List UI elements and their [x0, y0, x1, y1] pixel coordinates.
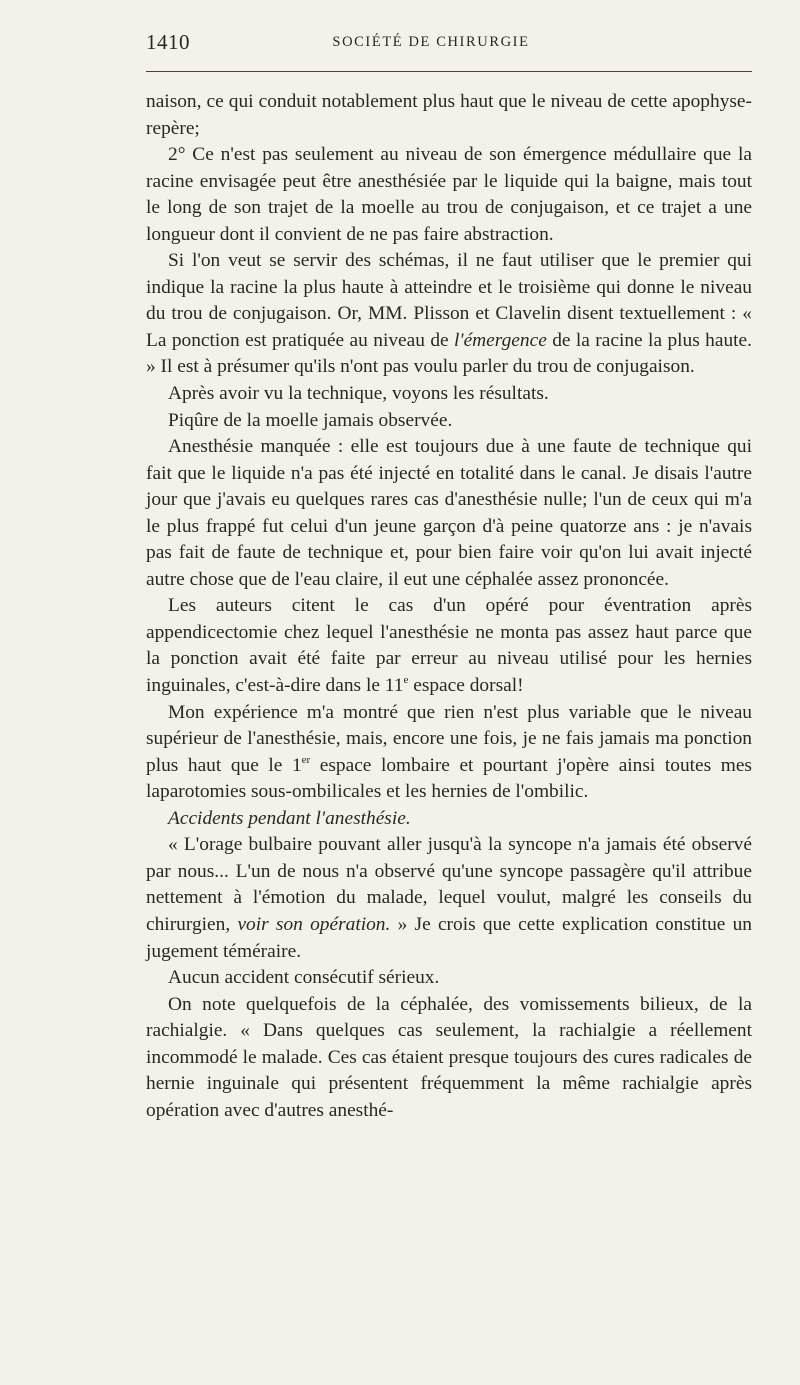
paragraph-7 — [146, 593, 752, 699]
paragraph-9 — [146, 832, 752, 965]
running-title: SOCIÉTÉ DE CHIRURGIE — [332, 34, 530, 50]
page-number: 1410 — [146, 30, 190, 54]
paragraph-3-text-a: Si l'on veut se servir des schémas, il ne faut utiliser que le premier qui indique la racine la plus haute à atteindre et le troisième qui donne le niveau du trou de conjugaison. Or, MM. Plisson et Clavelin disent textuellement : « La ponction est pratiquée au niveau de — [146, 250, 752, 351]
paragraph-8-superscript: er — [301, 753, 311, 766]
paragraph-8-text-a: Mon expérience m'a montré que rien n'est plus variable que le niveau supérieur de l'anesthésie, mais, encore une fois, je ne fais jamais ma ponction plus haut que le 1 — [146, 701, 752, 776]
paragraph-3-text-c: de la racine la plus haute. » Il est à présumer qu'ils n'ont pas voulu parler du trou de conjugaison. — [146, 329, 752, 378]
paragraph-5: Piqûre de la moelle jamais observée. — [168, 409, 453, 431]
paragraph-3-italic: l'émergence — [454, 329, 547, 351]
paragraph-3 — [146, 248, 752, 381]
paragraph-9-text-a: « L'orage bulbaire pouvant aller jusqu'à la syncope n'a jamais été observé par nous... L'un de nous n'a observé qu'une syncope passagère qu'il attribue nettement à l'émotion du malade, lequel voulut, malgré les conseils du chirurgien, — [146, 834, 752, 935]
page-body — [146, 89, 752, 1124]
paragraph-9-italic: voir son opération. — [237, 913, 391, 935]
paragraph-8 — [146, 700, 752, 806]
paragraph-6: Anesthésie manquée : elle est toujours due à une faute de technique qui fait que le liquide n'a pas été injecté en totalité dans le canal. Je disais l'autre jour que j'avais eu quelques rares cas d'anesthésie nulle; l'un de ceux qui m'a le plus frappé fut celui d'un jeune garçon d'à peine quatorze ans : je n'avais pas fait de faute de technique et, pour bien faire voir qu'on lui avait injecté autre chose que de l'eau claire, il eut une céphalée assez prononcée. — [146, 436, 752, 590]
section-heading-accidents: Accidents pendant l'anesthésie. — [168, 807, 411, 829]
paragraph-7-text-b: espace dorsal! — [408, 675, 524, 697]
header-rule — [146, 71, 752, 72]
paragraph-10: Aucun accident consécutif sérieux. — [168, 967, 440, 989]
paragraph-8-text-b: espace lombaire et pourtant j'opère ainsi toutes mes laparotomies sous-ombilicales et les hernies de l'ombilic. — [146, 754, 752, 803]
paragraph-7-superscript: e — [403, 674, 409, 687]
paragraph-2: 2° Ce n'est pas seulement au niveau de son émergence médullaire que la racine envisagée peut être anesthésiée par le liquide qui la baigne, mais tout le long de son trajet de la moelle au trou de conjugaison, et ce trajet a une longueur dont il convient de ne pas faire abstraction. — [146, 144, 752, 245]
paragraph-9-text-c: » Je crois que cette explication constitue un jugement téméraire. — [146, 913, 753, 962]
paragraph-1: naison, ce qui conduit notablement plus haut que le niveau de cette apophyse-repère; — [146, 91, 752, 139]
paragraph-11: On note quelquefois de la céphalée, des vomissements bilieux, de la rachialgie. « Dans quelques cas seulement, la rachialgie a réellement incommodé le malade. Ces cas étaient presque toujours des cures radicales de hernie inguinale qui présentent fréquemment la même rachialgie après opération avec d'autres anesthé- — [146, 993, 752, 1121]
page-header — [146, 26, 752, 56]
paragraph-4: Après avoir vu la technique, voyons les résultats. — [168, 383, 549, 405]
paragraph-7-text-a: Les auteurs citent le cas d'un opéré pour éventration après appendicectomie chez lequel l'anesthésie ne monta pas assez haut parce que la ponction avait été faite par erreur au niveau utilisé pour les hernies inguinales, c'est-à-dire dans le 11 — [146, 595, 752, 697]
